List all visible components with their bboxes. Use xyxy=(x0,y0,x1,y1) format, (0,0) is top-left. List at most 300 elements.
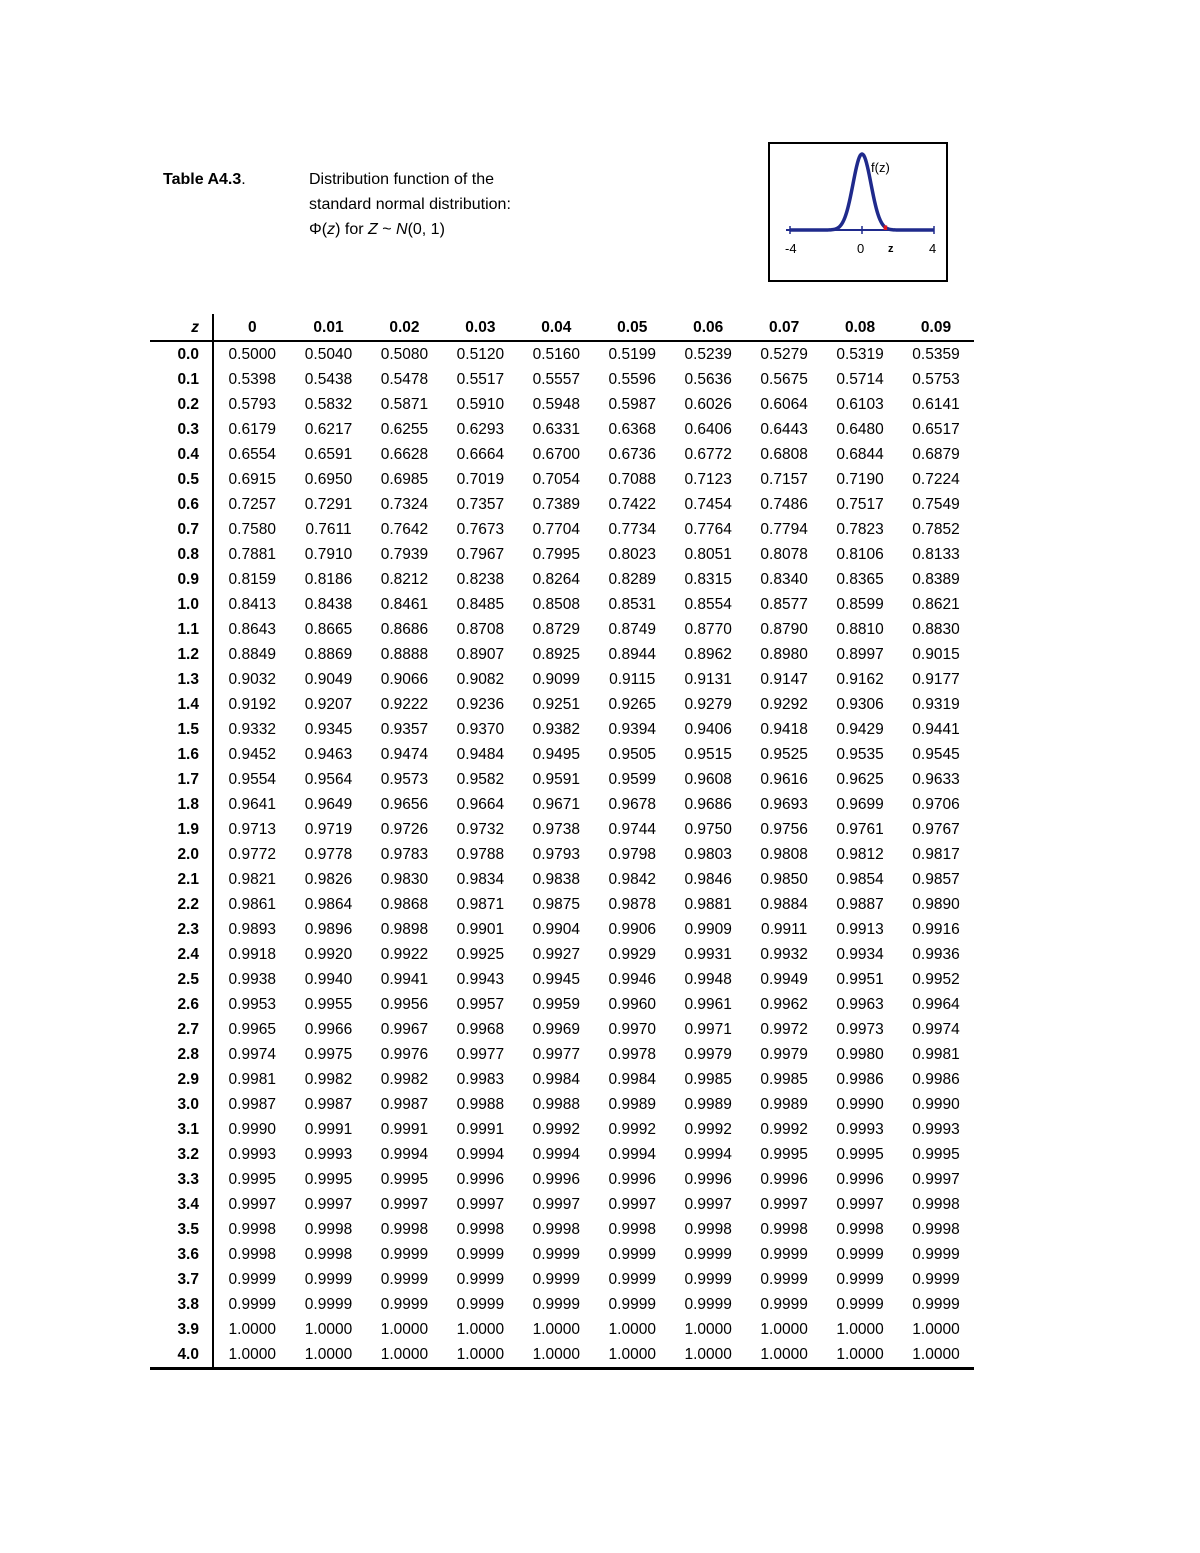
table-cell: 0.9992 xyxy=(684,1121,732,1138)
table-cell: 0.9999 xyxy=(608,1271,656,1288)
table-cell: 0.9961 xyxy=(684,996,732,1013)
table-cell: 0.8340 xyxy=(760,571,808,588)
table-cell: 0.9898 xyxy=(380,921,429,938)
table-cell: 0.9099 xyxy=(532,671,581,688)
table-cell: 0.9985 xyxy=(760,1071,808,1088)
table-cell: 0.9995 xyxy=(228,1171,276,1188)
table-cell: 0.9495 xyxy=(532,746,581,763)
table-cell: 0.8849 xyxy=(228,646,276,663)
row-z-label: 0.3 xyxy=(150,417,213,442)
table-body xyxy=(150,341,974,1369)
table-cell: 0.8438 xyxy=(304,596,353,613)
table-cell: 0.8106 xyxy=(836,546,884,563)
table-cell: 0.5596 xyxy=(608,371,656,388)
row-z-label: 1.2 xyxy=(150,642,213,667)
table-cell: 0.5517 xyxy=(456,371,505,388)
table-cell: 0.9960 xyxy=(608,996,656,1013)
table-cell: 0.9953 xyxy=(228,996,276,1013)
table-cell: 1.0000 xyxy=(532,1321,581,1338)
table-cell: 0.9997 xyxy=(228,1196,276,1213)
table-cell: 0.9049 xyxy=(304,671,353,688)
table-cell: 0.8289 xyxy=(608,571,656,588)
table-cell: 0.5359 xyxy=(912,346,960,363)
table-cell: 0.9846 xyxy=(684,871,732,888)
table-cell: 0.7123 xyxy=(684,471,732,488)
table-cell: 0.9306 xyxy=(836,696,884,713)
table-cell: 0.9973 xyxy=(836,1021,884,1038)
table-cell: 0.9966 xyxy=(304,1021,353,1038)
table-cell: 0.9977 xyxy=(532,1046,581,1063)
table-cell: 0.9996 xyxy=(532,1171,581,1188)
table-row xyxy=(150,1017,974,1042)
table-cell: 0.9222 xyxy=(380,696,429,713)
table-row xyxy=(150,767,974,792)
table-cell: 0.9999 xyxy=(684,1246,732,1263)
table-cell: 0.9999 xyxy=(608,1246,656,1263)
table-row xyxy=(150,742,974,767)
table-cell: 0.8159 xyxy=(228,571,276,588)
row-z-label: 0.7 xyxy=(150,517,213,542)
column-header: 0 xyxy=(213,314,291,341)
table-cell: 0.9982 xyxy=(380,1071,429,1088)
table-cell: 0.9909 xyxy=(684,921,732,938)
table-cell: 0.9812 xyxy=(836,846,884,863)
table-row xyxy=(150,341,974,367)
table-cell: 0.9986 xyxy=(836,1071,884,1088)
table-cell: 0.9993 xyxy=(304,1146,353,1163)
row-z-label: 3.9 xyxy=(150,1317,213,1342)
table-cell: 1.0000 xyxy=(380,1321,429,1338)
table-cell: 0.9993 xyxy=(228,1146,276,1163)
table-cell: 0.9996 xyxy=(684,1171,732,1188)
table-cell: 0.9999 xyxy=(380,1246,429,1263)
table-cell: 0.9997 xyxy=(608,1196,656,1213)
table-cell: 0.9756 xyxy=(760,821,808,838)
table-row xyxy=(150,692,974,717)
table-cell: 0.5120 xyxy=(456,346,505,363)
z-variable: z xyxy=(327,221,336,238)
table-row xyxy=(150,942,974,967)
table-cell: 0.9345 xyxy=(304,721,353,738)
table-cell: 0.9999 xyxy=(380,1271,429,1288)
table-cell: 0.9911 xyxy=(760,921,808,938)
table-cell: 0.9991 xyxy=(304,1121,353,1138)
table-cell: 0.9979 xyxy=(684,1046,732,1063)
table-cell: 0.9972 xyxy=(760,1021,808,1038)
table-cell: 0.6368 xyxy=(608,421,656,438)
table-cell: 0.9963 xyxy=(836,996,884,1013)
table-cell: 0.7454 xyxy=(684,496,732,513)
table-cell: 0.9969 xyxy=(532,1021,581,1038)
table-cell: 0.8962 xyxy=(684,646,732,663)
table-row xyxy=(150,817,974,842)
table-cell: 0.9793 xyxy=(532,846,581,863)
row-z-label: 2.6 xyxy=(150,992,213,1017)
table-cell: 0.9251 xyxy=(532,696,581,713)
table-cell: 0.6026 xyxy=(684,396,732,413)
table-cell: 0.9761 xyxy=(836,821,884,838)
table-cell: 0.9997 xyxy=(684,1196,732,1213)
table-cell: 0.9994 xyxy=(380,1146,429,1163)
table-cell: 0.8790 xyxy=(760,621,808,638)
table-cell: 0.7910 xyxy=(304,546,353,563)
table-cell: 0.9115 xyxy=(609,671,656,688)
table-cell: 0.9999 xyxy=(912,1246,960,1263)
table-cell: 0.7224 xyxy=(912,471,960,488)
table-cell: 0.7190 xyxy=(836,471,884,488)
table-cell: 0.7881 xyxy=(228,546,276,563)
table-cell: 0.9936 xyxy=(912,946,960,963)
table-cell: 0.9868 xyxy=(380,896,429,913)
table-cell: 1.0000 xyxy=(912,1321,960,1338)
table-cell: 0.5793 xyxy=(228,396,276,413)
table-cell: 0.9998 xyxy=(532,1221,581,1238)
table-cell: 0.8997 xyxy=(836,646,884,663)
table-cell: 0.8078 xyxy=(760,546,808,563)
table-cell: 0.8264 xyxy=(532,571,581,588)
table-cell: 0.7054 xyxy=(532,471,581,488)
table-cell: 0.9999 xyxy=(456,1271,505,1288)
table-cell: 0.5040 xyxy=(304,346,353,363)
table-cell: 0.6700 xyxy=(532,446,581,463)
row-z-label: 1.0 xyxy=(150,592,213,617)
table-row xyxy=(150,1142,974,1167)
table-cell: 0.6664 xyxy=(456,446,505,463)
table-cell: 0.8980 xyxy=(760,646,808,663)
table-cell: 0.5910 xyxy=(456,396,505,413)
row-z-label: 0.8 xyxy=(150,542,213,567)
table-cell: 0.9995 xyxy=(304,1171,353,1188)
table-row xyxy=(150,567,974,592)
table-row xyxy=(150,792,974,817)
table-cell: 0.9946 xyxy=(608,971,656,988)
table-cell: 1.0000 xyxy=(366,1342,442,1369)
table-cell: 0.8577 xyxy=(760,596,808,613)
table-row xyxy=(150,1067,974,1092)
table-cell: 0.6141 xyxy=(912,396,960,413)
table-cell: 0.9463 xyxy=(304,746,353,763)
table-cell: 0.9998 xyxy=(608,1221,656,1238)
table-cell: 0.9778 xyxy=(304,846,353,863)
table-cell: 0.9525 xyxy=(760,746,808,763)
table-cell: 0.9441 xyxy=(912,721,960,738)
table-cell: 0.9032 xyxy=(228,671,276,688)
table-cell: 0.9177 xyxy=(912,671,960,688)
table-cell: 0.9996 xyxy=(608,1171,656,1188)
table-cell: 0.7357 xyxy=(456,496,505,513)
table-cell: 0.9842 xyxy=(608,871,656,888)
table-cell: 0.5478 xyxy=(380,371,429,388)
row-z-label: 2.9 xyxy=(150,1067,213,1092)
table-cell: 0.9706 xyxy=(912,796,960,813)
row-z-label: 0.4 xyxy=(150,442,213,467)
table-cell: 0.9719 xyxy=(304,821,353,838)
table-cell: 0.9976 xyxy=(380,1046,429,1063)
column-header: 0.09 xyxy=(898,314,974,341)
normal-density-svg xyxy=(770,144,946,280)
table-cell: 0.9999 xyxy=(608,1296,656,1313)
table-cell: 0.8461 xyxy=(380,596,429,613)
table-cell: 0.9980 xyxy=(836,1046,884,1063)
table-cell: 0.9998 xyxy=(228,1246,276,1263)
table-cell: 0.8133 xyxy=(912,546,960,563)
table-cell: 0.9857 xyxy=(912,871,960,888)
table-cell: 0.9989 xyxy=(684,1096,732,1113)
table-cell: 0.9971 xyxy=(684,1021,732,1038)
table-row xyxy=(150,517,974,542)
table-cell: 0.9332 xyxy=(228,721,276,738)
row-z-label: 2.1 xyxy=(150,867,213,892)
row-z-label: 0.9 xyxy=(150,567,213,592)
table-cell: 0.9998 xyxy=(304,1246,353,1263)
table-cell: 0.9591 xyxy=(532,771,581,788)
table-row xyxy=(150,542,974,567)
table-cell: 0.9994 xyxy=(608,1146,656,1163)
column-header: 0.02 xyxy=(366,314,442,341)
table-label: Table A4.3 xyxy=(163,171,242,188)
table-cell: 0.9988 xyxy=(532,1096,581,1113)
table-cell: 0.6591 xyxy=(304,446,353,463)
table-row xyxy=(150,1167,974,1192)
table-cell: 0.9998 xyxy=(912,1196,960,1213)
row-z-label: 2.5 xyxy=(150,967,213,992)
table-cell: 0.9932 xyxy=(760,946,808,963)
phi-symbol: Φ( xyxy=(309,221,328,238)
table-cell: 0.9949 xyxy=(760,971,808,988)
table-cell: 0.9066 xyxy=(380,671,429,688)
table-cell: 0.9978 xyxy=(608,1046,656,1063)
table-cell: 0.9934 xyxy=(836,946,884,963)
table-row xyxy=(150,442,974,467)
table-cell: 0.9983 xyxy=(456,1071,505,1088)
table-cell: 0.9904 xyxy=(532,921,581,938)
column-header: 0.06 xyxy=(670,314,746,341)
normal-density-figure xyxy=(768,142,948,282)
table-cell: 0.9608 xyxy=(684,771,732,788)
table-cell: 0.9699 xyxy=(836,796,884,813)
table-cell: 0.9999 xyxy=(456,1246,505,1263)
table-cell: 0.8554 xyxy=(684,596,732,613)
table-cell: 0.9990 xyxy=(228,1121,276,1138)
table-cell: 0.5279 xyxy=(760,346,808,363)
table-cell: 0.9998 xyxy=(304,1221,353,1238)
z-table xyxy=(150,314,974,1370)
table-title xyxy=(163,167,246,192)
table-cell: 0.9922 xyxy=(380,946,429,963)
table-cell: 0.9998 xyxy=(228,1221,276,1238)
table-cell: 0.9967 xyxy=(380,1021,429,1038)
table-cell: 0.9992 xyxy=(608,1121,656,1138)
table-cell: 0.9901 xyxy=(456,921,505,938)
row-z-label: 1.6 xyxy=(150,742,213,767)
table-cell: 0.7486 xyxy=(760,496,808,513)
table-cell: 1.0000 xyxy=(760,1321,808,1338)
table-row xyxy=(150,1092,974,1117)
table-cell: 0.9999 xyxy=(836,1296,884,1313)
for-text: ) for xyxy=(335,221,368,238)
table-cell: 0.9147 xyxy=(760,671,808,688)
table-cell: 0.5948 xyxy=(532,396,581,413)
column-header: 0.08 xyxy=(822,314,898,341)
table-cell: 1.0000 xyxy=(228,1321,276,1338)
table-cell: 0.9996 xyxy=(456,1171,505,1188)
table-cell: 0.7673 xyxy=(456,521,505,538)
table-cell: 0.9767 xyxy=(912,821,960,838)
table-cell: 1.0000 xyxy=(304,1321,353,1338)
row-z-label: 0.0 xyxy=(150,341,213,367)
table-row xyxy=(150,1267,974,1292)
table-cell: 1.0000 xyxy=(213,1342,291,1369)
table-cell: 0.7517 xyxy=(836,496,884,513)
table-cell: 0.9931 xyxy=(684,946,732,963)
table-cell: 0.9962 xyxy=(760,996,808,1013)
row-z-label: 2.2 xyxy=(150,892,213,917)
table-cell: 0.9974 xyxy=(912,1021,960,1038)
distribution-params: (0, 1) xyxy=(407,221,445,238)
table-cell: 0.9474 xyxy=(380,746,429,763)
table-cell: 0.9968 xyxy=(456,1021,505,1038)
table-cell: 0.9429 xyxy=(836,721,884,738)
table-cell: 0.8485 xyxy=(456,596,505,613)
table-cell: 0.7967 xyxy=(456,546,505,563)
table-cell: 0.9992 xyxy=(760,1121,808,1138)
table-cell: 0.9452 xyxy=(228,746,276,763)
table-cell: 0.9370 xyxy=(456,721,505,738)
tick-label-z: z xyxy=(888,243,894,255)
table-cell: 0.9838 xyxy=(532,871,581,888)
table-cell: 0.9913 xyxy=(836,921,884,938)
table-cell: 0.9649 xyxy=(304,796,353,813)
table-cell: 0.5000 xyxy=(228,346,276,363)
table-cell: 0.9981 xyxy=(912,1046,960,1063)
table-cell: 1.0000 xyxy=(670,1342,746,1369)
table-cell: 0.9484 xyxy=(456,746,505,763)
table-cell: 0.9884 xyxy=(760,896,808,913)
table-cell: 0.5398 xyxy=(228,371,276,388)
row-z-label: 1.1 xyxy=(150,617,213,642)
table-cell: 0.9999 xyxy=(532,1246,581,1263)
table-cell: 0.9656 xyxy=(380,796,429,813)
table-cell: 0.9881 xyxy=(684,896,732,913)
table-cell: 0.8665 xyxy=(304,621,353,638)
table-cell: 0.6406 xyxy=(684,421,732,438)
table-cell: 0.9887 xyxy=(836,896,884,913)
table-cell: 0.8531 xyxy=(608,596,656,613)
table-cell: 0.9984 xyxy=(608,1071,656,1088)
table-cell: 0.8315 xyxy=(684,571,732,588)
table-cell: 0.9875 xyxy=(532,896,581,913)
column-header: 0.04 xyxy=(518,314,594,341)
table-cell: 0.9545 xyxy=(912,746,960,763)
header-row xyxy=(150,314,974,341)
table-cell: 0.9015 xyxy=(912,646,960,663)
table-cell: 0.9788 xyxy=(456,846,505,863)
table-cell: 1.0000 xyxy=(291,1342,367,1369)
table-cell: 0.9938 xyxy=(228,971,276,988)
table-row xyxy=(150,392,974,417)
table-cell: 0.9871 xyxy=(456,896,505,913)
table-cell: 0.9990 xyxy=(836,1096,884,1113)
table-cell: 0.8212 xyxy=(380,571,429,588)
table-cell: 0.8830 xyxy=(912,621,960,638)
table-row xyxy=(150,1192,974,1217)
table-cell: 0.9997 xyxy=(456,1196,505,1213)
table-cell: 0.5438 xyxy=(304,371,353,388)
table-cell: 0.9783 xyxy=(380,846,429,863)
row-z-label: 3.8 xyxy=(150,1292,213,1317)
table-cell: 0.5319 xyxy=(836,346,884,363)
table-cell: 0.9998 xyxy=(456,1221,505,1238)
table-cell: 1.0000 xyxy=(684,1321,732,1338)
row-z-label: 2.0 xyxy=(150,842,213,867)
table-cell: 0.8186 xyxy=(304,571,353,588)
table-cell: 1.0000 xyxy=(518,1342,594,1369)
table-cell: 0.8389 xyxy=(912,571,960,588)
table-cell: 0.8810 xyxy=(836,621,884,638)
table-cell: 0.9988 xyxy=(456,1096,505,1113)
table-cell: 0.9989 xyxy=(760,1096,808,1113)
row-z-label: 3.3 xyxy=(150,1167,213,1192)
row-z-label: 2.8 xyxy=(150,1042,213,1067)
table-cell: 0.9999 xyxy=(760,1271,808,1288)
table-cell: 0.9864 xyxy=(304,896,353,913)
table-row xyxy=(150,642,974,667)
table-cell: 0.9925 xyxy=(456,946,505,963)
table-cell: 0.9997 xyxy=(380,1196,429,1213)
table-cell: 0.5675 xyxy=(760,371,808,388)
table-cell: 0.8888 xyxy=(380,646,429,663)
table-cell: 0.7611 xyxy=(305,521,352,538)
table-cell: 1.0000 xyxy=(456,1321,505,1338)
table-cell: 0.9999 xyxy=(760,1296,808,1313)
table-cell: 0.5199 xyxy=(608,346,656,363)
table-row xyxy=(150,592,974,617)
table-cell: 0.9999 xyxy=(304,1271,353,1288)
table-cell: 0.5987 xyxy=(608,396,656,413)
table-cell: 0.9236 xyxy=(456,696,505,713)
table-cell: 0.9633 xyxy=(912,771,960,788)
row-z-label: 1.8 xyxy=(150,792,213,817)
table-cell: 0.9995 xyxy=(760,1146,808,1163)
table-cell: 0.9192 xyxy=(228,696,276,713)
table-cell: 0.9999 xyxy=(228,1296,276,1313)
table-cell: 0.7642 xyxy=(380,521,429,538)
table-cell: 0.9940 xyxy=(304,971,353,988)
table-cell: 0.7549 xyxy=(912,496,960,513)
table-cell: 0.7995 xyxy=(532,546,581,563)
table-cell: 0.7257 xyxy=(228,496,276,513)
table-cell: 0.5160 xyxy=(532,346,581,363)
table-cell: 0.9974 xyxy=(228,1046,276,1063)
table-cell: 0.9625 xyxy=(836,771,884,788)
table-row xyxy=(150,1042,974,1067)
row-z-label: 1.7 xyxy=(150,767,213,792)
tick-label-left: -4 xyxy=(785,241,797,256)
column-header: 0.05 xyxy=(594,314,670,341)
table-cell: 0.8365 xyxy=(836,571,884,588)
Z-variable: Z xyxy=(367,221,378,238)
table-cell: 0.9830 xyxy=(380,871,429,888)
table-cell: 0.6480 xyxy=(836,421,884,438)
table-cell: 0.8413 xyxy=(228,596,276,613)
table-cell: 0.7704 xyxy=(532,521,581,538)
table-cell: 0.7764 xyxy=(684,521,732,538)
table-cell: 0.7852 xyxy=(912,521,960,538)
row-z-label: 0.2 xyxy=(150,392,213,417)
table-cell: 0.6255 xyxy=(380,421,429,438)
table-cell: 1.0000 xyxy=(898,1342,974,1369)
table-cell: 0.8749 xyxy=(608,621,656,638)
